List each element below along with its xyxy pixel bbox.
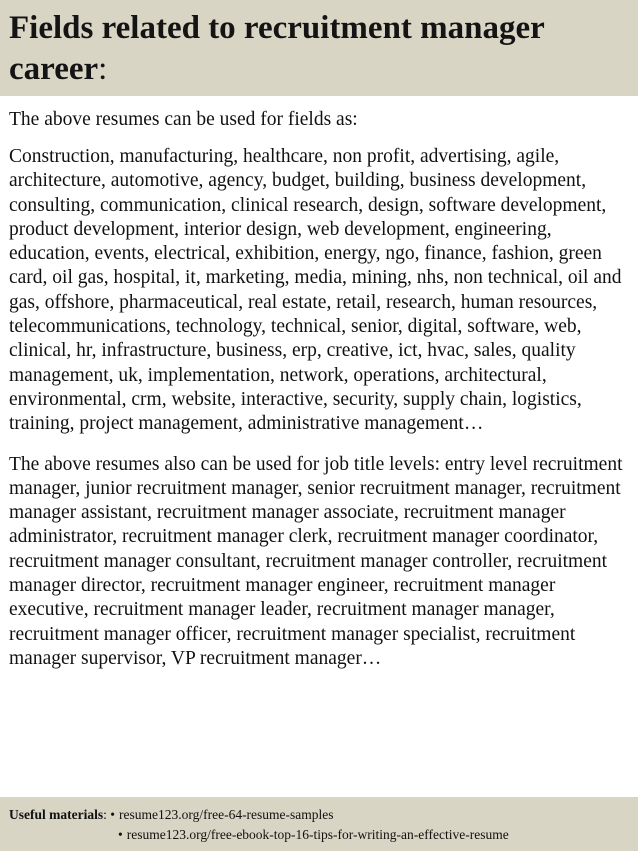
bullet-icon: • <box>110 807 115 822</box>
footer-row-1 <box>9 805 638 825</box>
bullet-icon: • <box>118 827 123 842</box>
useful-materials-colon: : <box>103 807 107 822</box>
page-title-text: Fields related to recruitment manager career <box>9 10 545 87</box>
footer-link[interactable]: resume123.org/free-ebook-top-16-tips-for-writing-an-effective-resume <box>126 827 509 842</box>
fields-list: Construction, manufacturing, healthcare, non profit, advertising, agile, architecture, automotive, agency, budget, building, business development, consulting, communication, clinical research, design, software development, product development, interior design, web development, engineering, education, events, electrical, exhibition, energy, ngo, finance, fashion, green card, oil gas, hospital, it, marketing, media, mining, nhs, non technical, oil and gas, offshore, pharmaceutical, real estate, retail, research, human resources, telecommunications, technology, technical, senior, digital, software, web, clinical, hr, infrastructure, business, erp, creative, ict, hvac, sales, quality management, uk, implementation, network, operations, architectural, environmental, crm, website, interactive, security, supply chain, logistics, training, project management, administrative management… <box>9 146 622 435</box>
footer-band <box>0 797 638 851</box>
job-levels-text: The above resumes also can be used for job title levels: entry level recruitment manager, junior recruitment manager, senior recruitment manager, recruitment manager assistant, recruitment manager associate, recruitment manager administrator, recruitment manager clerk, recruitment manager coordinator, recruitment manager consultant, recruitment manager controller, recruitment manager director, recruitment manager engineer, recruitment manager executive, recruitment manager leader, recruitment manager manager, recruitment manager officer, recruitment manager specialist, recruitment manager supervisor, VP recruitment manager… <box>9 453 623 669</box>
intro-text: The above resumes can be used for fields as: <box>9 109 358 130</box>
footer-link[interactable]: resume123.org/free-64-resume-samples <box>118 807 334 822</box>
header-band <box>0 0 638 96</box>
main-content <box>9 108 633 671</box>
page-title <box>9 8 630 90</box>
useful-materials-label: Useful materials <box>9 807 104 822</box>
footer-row-2 <box>9 825 638 845</box>
page-title-colon: : <box>98 51 108 87</box>
